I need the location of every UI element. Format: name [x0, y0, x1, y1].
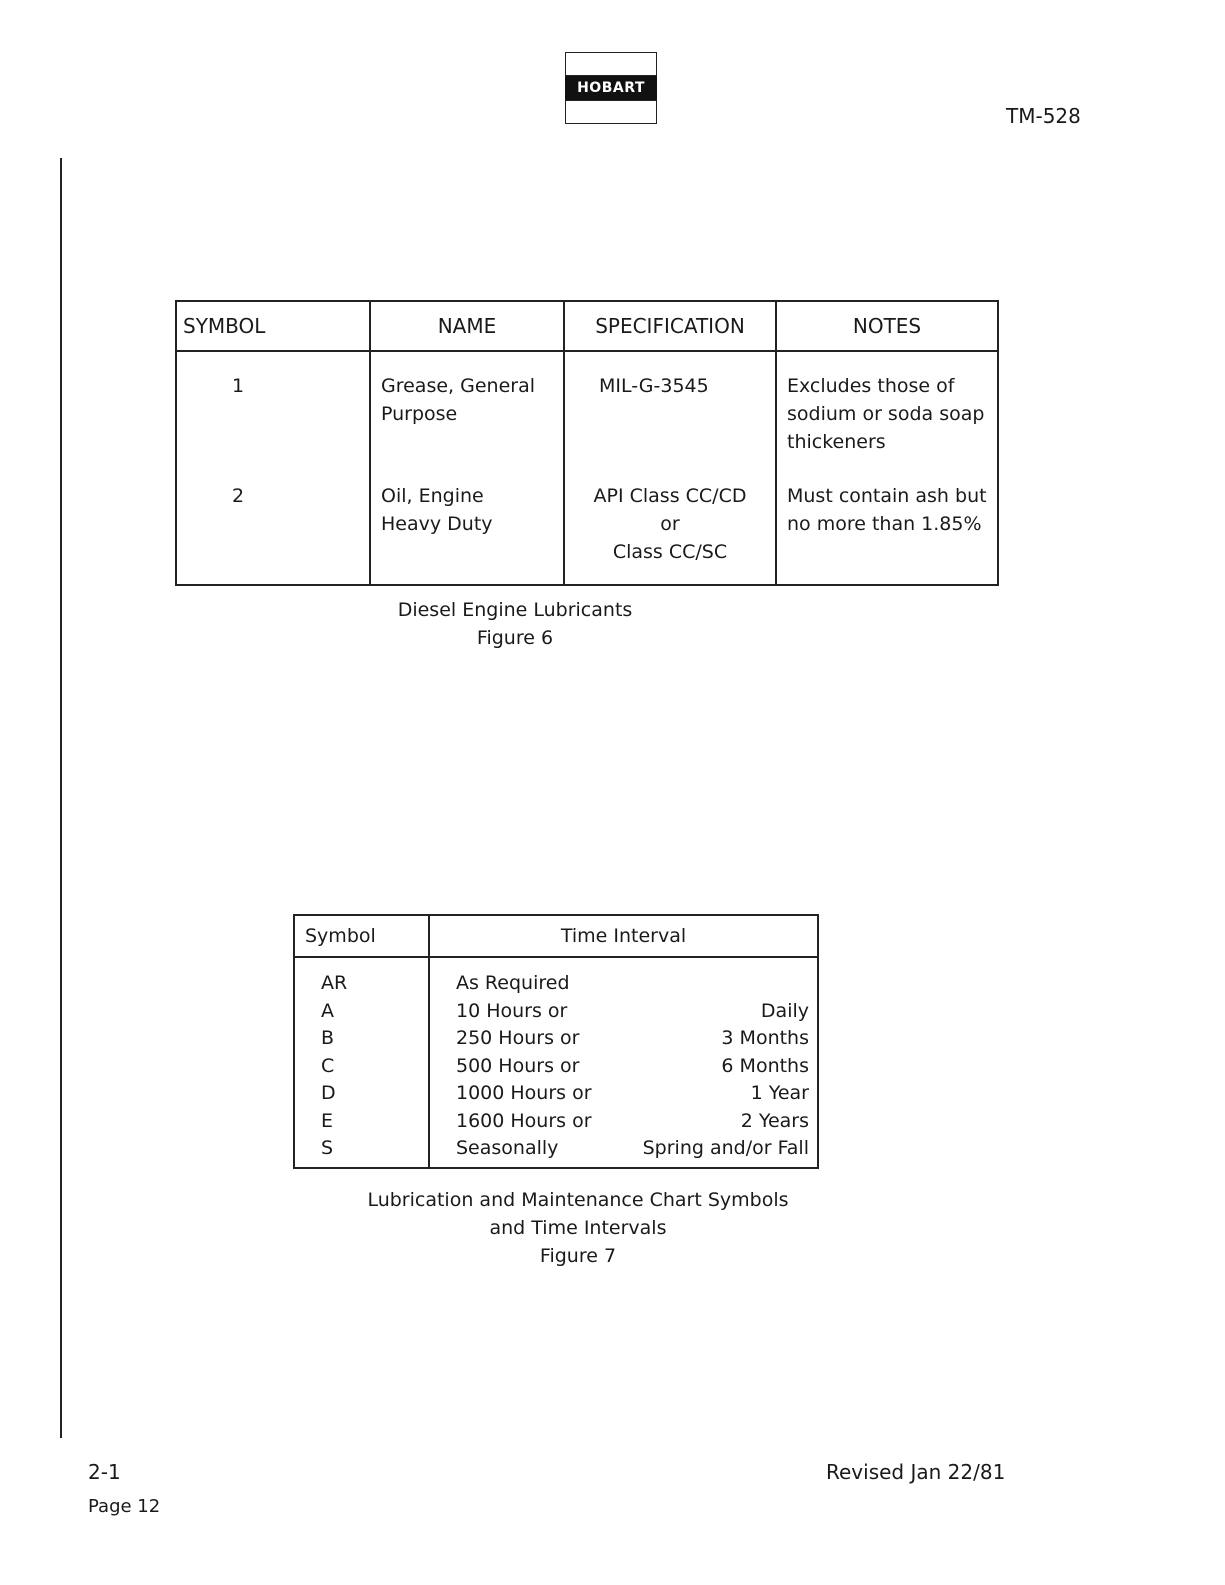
- notes-line: Excludes those of: [787, 375, 955, 397]
- diesel-lubricants-table: [175, 300, 999, 586]
- notes-cell: [776, 351, 998, 482]
- interval-column: [429, 957, 818, 1168]
- interval-line: [456, 1053, 809, 1081]
- interval-period: 2 Years: [740, 1109, 809, 1132]
- interval-line: [456, 1025, 809, 1053]
- caption-figure-number: Figure 6: [476, 627, 554, 649]
- column-header-time-interval: Time Interval: [429, 915, 818, 957]
- symbol-cell: 1: [176, 351, 370, 482]
- table-header-row: [176, 301, 998, 351]
- interval-period: Daily: [760, 999, 809, 1022]
- interval-line: [456, 970, 809, 998]
- specification-line: MIL-G-3545: [599, 375, 709, 397]
- interval-hours: Seasonally: [456, 1137, 559, 1159]
- symbol-value: E: [321, 1109, 334, 1132]
- column-header-notes: NOTES: [776, 301, 998, 351]
- caption-figure-number: Figure 7: [539, 1245, 617, 1267]
- document-id: TM-528: [1006, 104, 1081, 128]
- specification-cell: [564, 482, 776, 585]
- page-number: Page 12: [88, 1496, 161, 1517]
- symbol-value: D: [321, 1082, 336, 1104]
- interval-line: [456, 998, 809, 1026]
- symbol-column: [294, 957, 429, 1168]
- column-header-symbol: SYMBOL: [176, 301, 370, 351]
- table-row: [176, 482, 998, 585]
- figure6-caption: [175, 596, 855, 652]
- interval-hours: 500 Hours or: [456, 1054, 580, 1077]
- logo-bottom-box: [565, 100, 657, 124]
- interval-period: 3 Months: [721, 1027, 809, 1049]
- logo-brand-text: HOBART: [565, 76, 657, 100]
- symbol-value: AR: [321, 972, 348, 994]
- specification-line: Class CC/SC: [612, 541, 728, 563]
- table-header-row: [294, 915, 818, 957]
- time-interval-table: [293, 914, 819, 1169]
- name-line: Heavy Duty: [381, 513, 493, 535]
- figure7-caption: [293, 1186, 863, 1270]
- name-cell: [370, 351, 564, 482]
- caption-title: Lubrication and Maintenance Chart Symbols: [367, 1189, 789, 1211]
- symbol-value: A: [321, 999, 334, 1022]
- name-line: Oil, Engine: [381, 485, 484, 507]
- symbol-value: S: [321, 1137, 334, 1159]
- interval-hours: 10 Hours or: [456, 999, 568, 1022]
- notes-line: sodium or soda soap: [787, 403, 985, 425]
- left-margin-rule: [60, 158, 62, 1438]
- name-line: Grease, General: [381, 375, 535, 397]
- caption-subtitle: and Time Intervals: [489, 1217, 667, 1239]
- interval-period: 1 Year: [750, 1082, 809, 1104]
- name-cell: [370, 482, 564, 585]
- column-header-symbol: Symbol: [294, 915, 429, 957]
- column-header-name: NAME: [370, 301, 564, 351]
- logo-top-box: [565, 52, 657, 76]
- interval-line: [456, 1135, 809, 1163]
- symbol-value: C: [321, 1054, 335, 1077]
- symbol-cell: 2: [176, 482, 370, 585]
- interval-line: [456, 1080, 809, 1108]
- table-row: [294, 957, 818, 1168]
- interval-hours: 1000 Hours or: [456, 1082, 592, 1104]
- table-row: [176, 351, 998, 482]
- column-header-specification: SPECIFICATION: [564, 301, 776, 351]
- section-number: 2-1: [88, 1460, 121, 1484]
- interval-hours: As Required: [456, 972, 570, 994]
- interval-hours: 1600 Hours or: [456, 1109, 592, 1132]
- specification-cell: [564, 351, 776, 482]
- notes-line: no more than 1.85%: [787, 513, 982, 535]
- caption-title: Diesel Engine Lubricants: [397, 599, 633, 621]
- notes-line: Must contain ash but: [787, 485, 987, 507]
- specification-line: API Class CC/CD: [593, 485, 747, 507]
- name-line: Purpose: [381, 403, 458, 425]
- interval-hours: 250 Hours or: [456, 1027, 580, 1049]
- interval-line: [456, 1108, 809, 1136]
- symbol-value: B: [321, 1027, 335, 1049]
- revision-date: Revised Jan 22/81: [826, 1460, 1006, 1484]
- notes-cell: [776, 482, 998, 585]
- specification-line: or: [660, 513, 680, 535]
- interval-period: 6 Months: [721, 1054, 809, 1077]
- hobart-logo: [565, 52, 657, 124]
- notes-line: thickeners: [787, 431, 886, 453]
- interval-period: Spring and/or Fall: [642, 1137, 809, 1159]
